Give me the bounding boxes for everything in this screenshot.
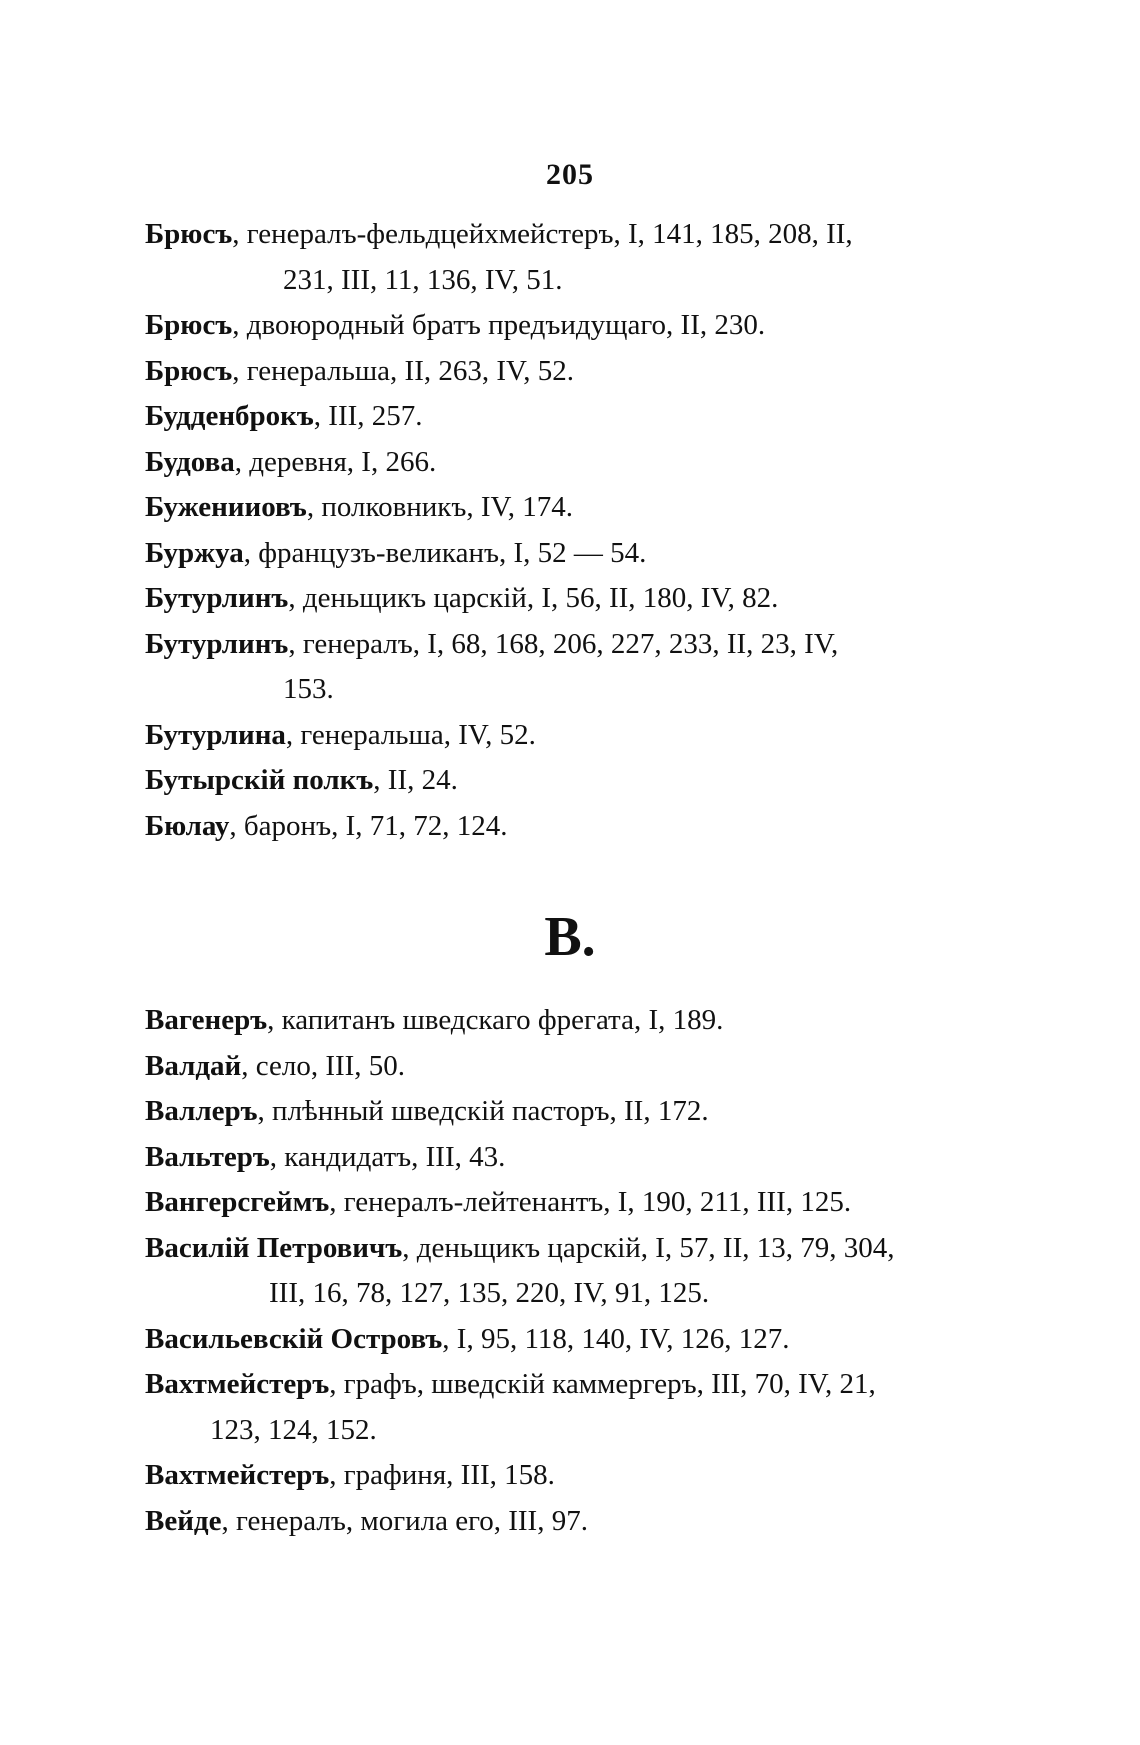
entry-text: , капитанъ шведскаго фрегата, I, 189. bbox=[267, 1004, 724, 1036]
index-entry bbox=[145, 1453, 965, 1499]
entry-text: , графиня, III, 158. bbox=[329, 1459, 555, 1491]
index-entry bbox=[145, 440, 965, 486]
index-entry bbox=[145, 713, 965, 759]
entry-name: Брюсъ bbox=[145, 354, 233, 387]
page-number: 205 bbox=[546, 158, 594, 191]
entry-text: , генералъ-фельдцейхмейстеръ, I, 141, 185, 208, II, bbox=[232, 218, 853, 250]
entry-name: Буржуа bbox=[145, 536, 244, 569]
entry-text: , генералъ, I, 68, 168, 206, 227, 233, II, 23, IV, bbox=[288, 627, 839, 660]
entry-name: Василій Петровичъ bbox=[145, 1231, 403, 1264]
index-entry bbox=[145, 804, 965, 850]
entry-text: , графъ, шведскій каммергеръ, III, 70, IV, 21, bbox=[329, 1368, 876, 1400]
entry-name: Вахтмейстеръ bbox=[145, 1368, 330, 1400]
entry-name: Брюсъ bbox=[145, 309, 233, 341]
entry-name: Вагенеръ bbox=[145, 1004, 268, 1036]
entry-name: Буженииовъ bbox=[145, 491, 307, 523]
index-entry bbox=[145, 622, 965, 713]
index-entry bbox=[145, 1226, 965, 1317]
index-entry bbox=[145, 303, 965, 349]
index-entry bbox=[145, 531, 965, 577]
entry-name: Будденброкъ bbox=[145, 400, 314, 432]
index-section-v bbox=[145, 998, 965, 1544]
entry-name: Бутурлинъ bbox=[145, 627, 289, 660]
index-entry bbox=[145, 1089, 965, 1135]
index-entry bbox=[145, 394, 965, 440]
entry-text: , баронъ, I, 71, 72, 124. bbox=[229, 809, 508, 842]
index-entry bbox=[145, 349, 965, 395]
entry-name: Будова bbox=[145, 445, 235, 478]
entry-name: Валдай bbox=[145, 1049, 242, 1082]
entry-text: , I, 95, 118, 140, IV, 126, 127. bbox=[442, 1322, 790, 1355]
entry-text: , деревня, I, 266. bbox=[234, 445, 437, 478]
entry-text: , генералъ, могила его, III, 97. bbox=[221, 1504, 588, 1537]
index-entry bbox=[145, 1135, 965, 1181]
index-entry bbox=[145, 998, 965, 1044]
entry-name: Бутурлина bbox=[145, 718, 286, 751]
entry-text: , полковникъ, IV, 174. bbox=[306, 491, 573, 523]
index-entry bbox=[145, 1317, 965, 1363]
entry-continuation: III, 16, 78, 127, 135, 220, IV, 91, 125. bbox=[269, 1277, 710, 1309]
entry-text: , генеральша, IV, 52. bbox=[285, 718, 536, 751]
entry-name: Бутурлинъ bbox=[145, 582, 289, 614]
entry-text: , генералъ-лейтенантъ, I, 190, 211, III, 125. bbox=[329, 1186, 852, 1218]
index-section-b bbox=[145, 212, 965, 849]
entry-name: Вахтмейстеръ bbox=[145, 1459, 330, 1491]
entry-name: Вейде bbox=[145, 1504, 222, 1537]
entry-text: , двоюродный братъ предъидущаго, II, 230. bbox=[232, 309, 766, 341]
entry-name: Васильевскій Островъ bbox=[145, 1322, 443, 1355]
entry-name: Вальтеръ bbox=[145, 1140, 270, 1173]
index-entry bbox=[145, 1499, 965, 1545]
index-entry bbox=[145, 1362, 965, 1453]
index-entry bbox=[145, 212, 965, 303]
entry-name: Бутырскій полкъ bbox=[145, 764, 374, 796]
index-entry bbox=[145, 758, 965, 804]
index-entry bbox=[145, 1180, 965, 1226]
entry-text: , французъ-великанъ, I, 52 — 54. bbox=[243, 536, 647, 569]
index-entry bbox=[145, 576, 965, 622]
entry-text: , генеральша, II, 263, IV, 52. bbox=[232, 354, 574, 387]
index-entry bbox=[145, 485, 965, 531]
entry-text: , плѣнный шведскій пасторъ, II, 172. bbox=[257, 1095, 709, 1127]
entry-continuation: 123, 124, 152. bbox=[210, 1413, 377, 1446]
entry-name: Валлеръ bbox=[145, 1095, 258, 1127]
entry-name: Вангерсгеймъ bbox=[145, 1186, 330, 1218]
section-letter-heading: В. bbox=[544, 906, 596, 968]
entry-name: Бюлау bbox=[145, 809, 230, 842]
entry-text: , кандидатъ, III, 43. bbox=[269, 1140, 506, 1173]
entry-text: , II, 24. bbox=[373, 764, 458, 796]
entry-continuation: 231, III, 11, 136, IV, 51. bbox=[283, 263, 563, 296]
entry-continuation: 153. bbox=[283, 673, 334, 705]
entry-text: , село, III, 50. bbox=[241, 1049, 406, 1082]
entry-text: , деньщикъ царскій, I, 57, II, 13, 79, 304, bbox=[402, 1231, 895, 1264]
index-entry bbox=[145, 1044, 965, 1090]
entry-text: , деньщикъ царскій, I, 56, II, 180, IV, 82. bbox=[288, 582, 779, 614]
entry-name: Брюсъ bbox=[145, 218, 233, 250]
entry-text: , III, 257. bbox=[313, 400, 423, 432]
